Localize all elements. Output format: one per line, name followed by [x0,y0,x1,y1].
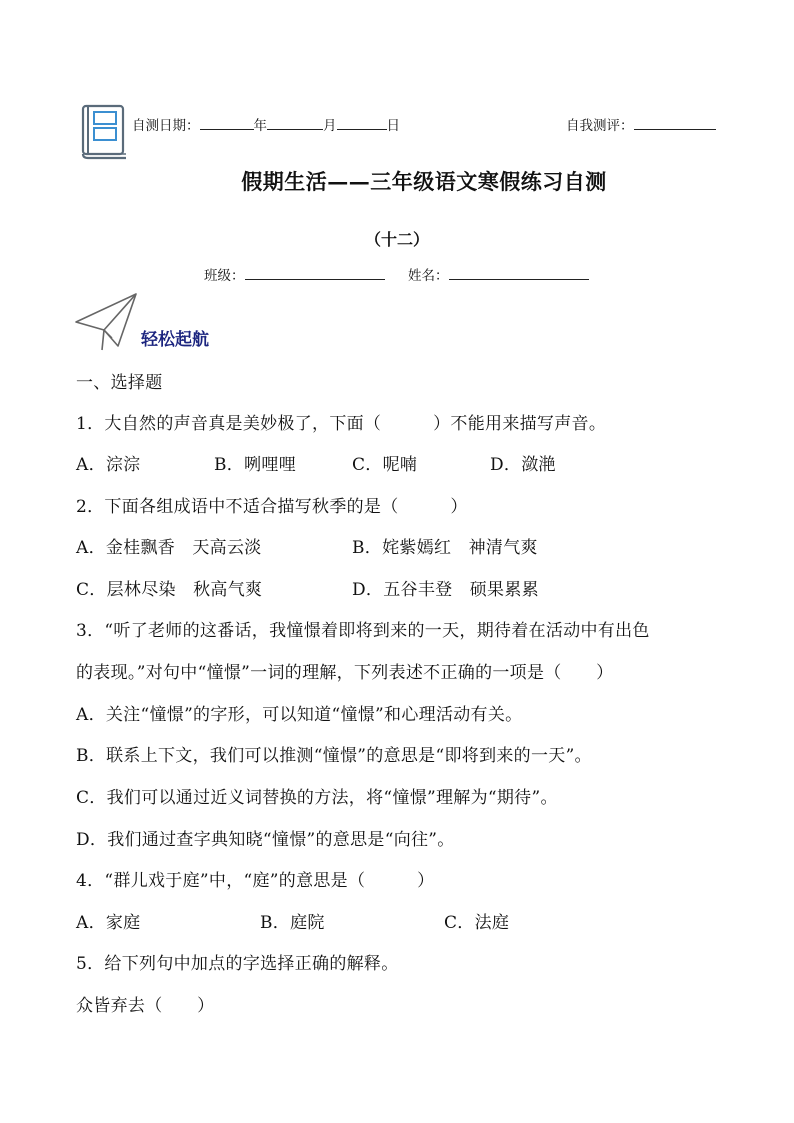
self-eval-label: 自我测评： [566,118,634,134]
page-title: 假期生活——三年级语文寒假练习自测 [241,169,607,194]
day-blank [337,115,387,130]
q1-option-b: B．咧哩哩 [214,455,296,475]
q4-option-b: B．庭院 [260,913,325,933]
class-blank [245,265,385,280]
name-line [408,264,589,284]
q3-option-c: C．我们可以通过近义词替换的方法，将“憧憬”理解为“期待”。 [76,788,558,808]
q4-option-c: C．法庭 [444,913,510,933]
question-2-stem: 2．下面各组成语中不适合描写秋季的是（ ） [76,497,468,517]
q4-option-a: A．家庭 [76,913,141,933]
q3-option-a: A．关注“憧憬”的字形，可以知道“憧憬”和心理活动有关。 [76,705,523,725]
q1-option-a: A．淙淙 [76,455,141,475]
paper-plane-icon [74,292,140,352]
q3-option-b: B．联系上下文，我们可以推测“憧憬”的意思是“即将到来的一天”。 [76,746,592,766]
month-blank [267,115,323,130]
date-label: 自测日期： [132,118,200,134]
question-5-subitem: 众皆弃去（ ） [76,996,215,1016]
self-eval-blank [634,115,716,130]
day-label: 日 [386,118,400,134]
class-label: 班级： [204,268,245,284]
question-1-stem: 1．大自然的声音真是美妙极了，下面（ ）不能用来描写声音。 [76,414,607,434]
question-4-stem: 4．“群儿戏于庭”中，“庭”的意思是（ ） [76,871,435,891]
year-label: 年 [253,118,267,134]
name-blank [449,265,589,280]
section-heading: 一、选择题 [76,373,163,393]
page-subtitle: （十二） [364,230,429,249]
month-label: 月 [323,118,337,134]
class-line [204,264,385,284]
name-label: 姓名： [408,268,449,284]
q1-option-c: C．呢喃 [352,455,418,475]
question-3-stem-line1: 3．“听了老师的这番话，我憧憬着即将到来的一天，期待着在活动中有出色 [76,621,650,641]
q3-option-d: D．我们通过查字典知晓“憧憬”的意思是“向往”。 [76,830,455,850]
q2-option-a: A．金桂飘香 天高云淡 [76,538,262,558]
q1-option-d: D．潋滟 [490,455,556,475]
date-line [132,114,400,134]
self-eval-line [566,114,716,134]
book-icon [80,104,130,160]
question-3-stem-line2: 的表现。”对句中“憧憬”一词的理解，下列表述不正确的一项是（ ） [76,663,614,683]
question-5-stem: 5．给下列句中加点的字选择正确的解释。 [76,954,399,974]
q2-option-d: D．五谷丰登 硕果累累 [352,580,539,600]
section-banner: 轻松起航 [141,330,209,350]
q2-option-c: C．层林尽染 秋高气爽 [76,580,263,600]
q2-option-b: B．姹紫嫣红 神清气爽 [352,538,538,558]
year-blank [200,115,254,130]
